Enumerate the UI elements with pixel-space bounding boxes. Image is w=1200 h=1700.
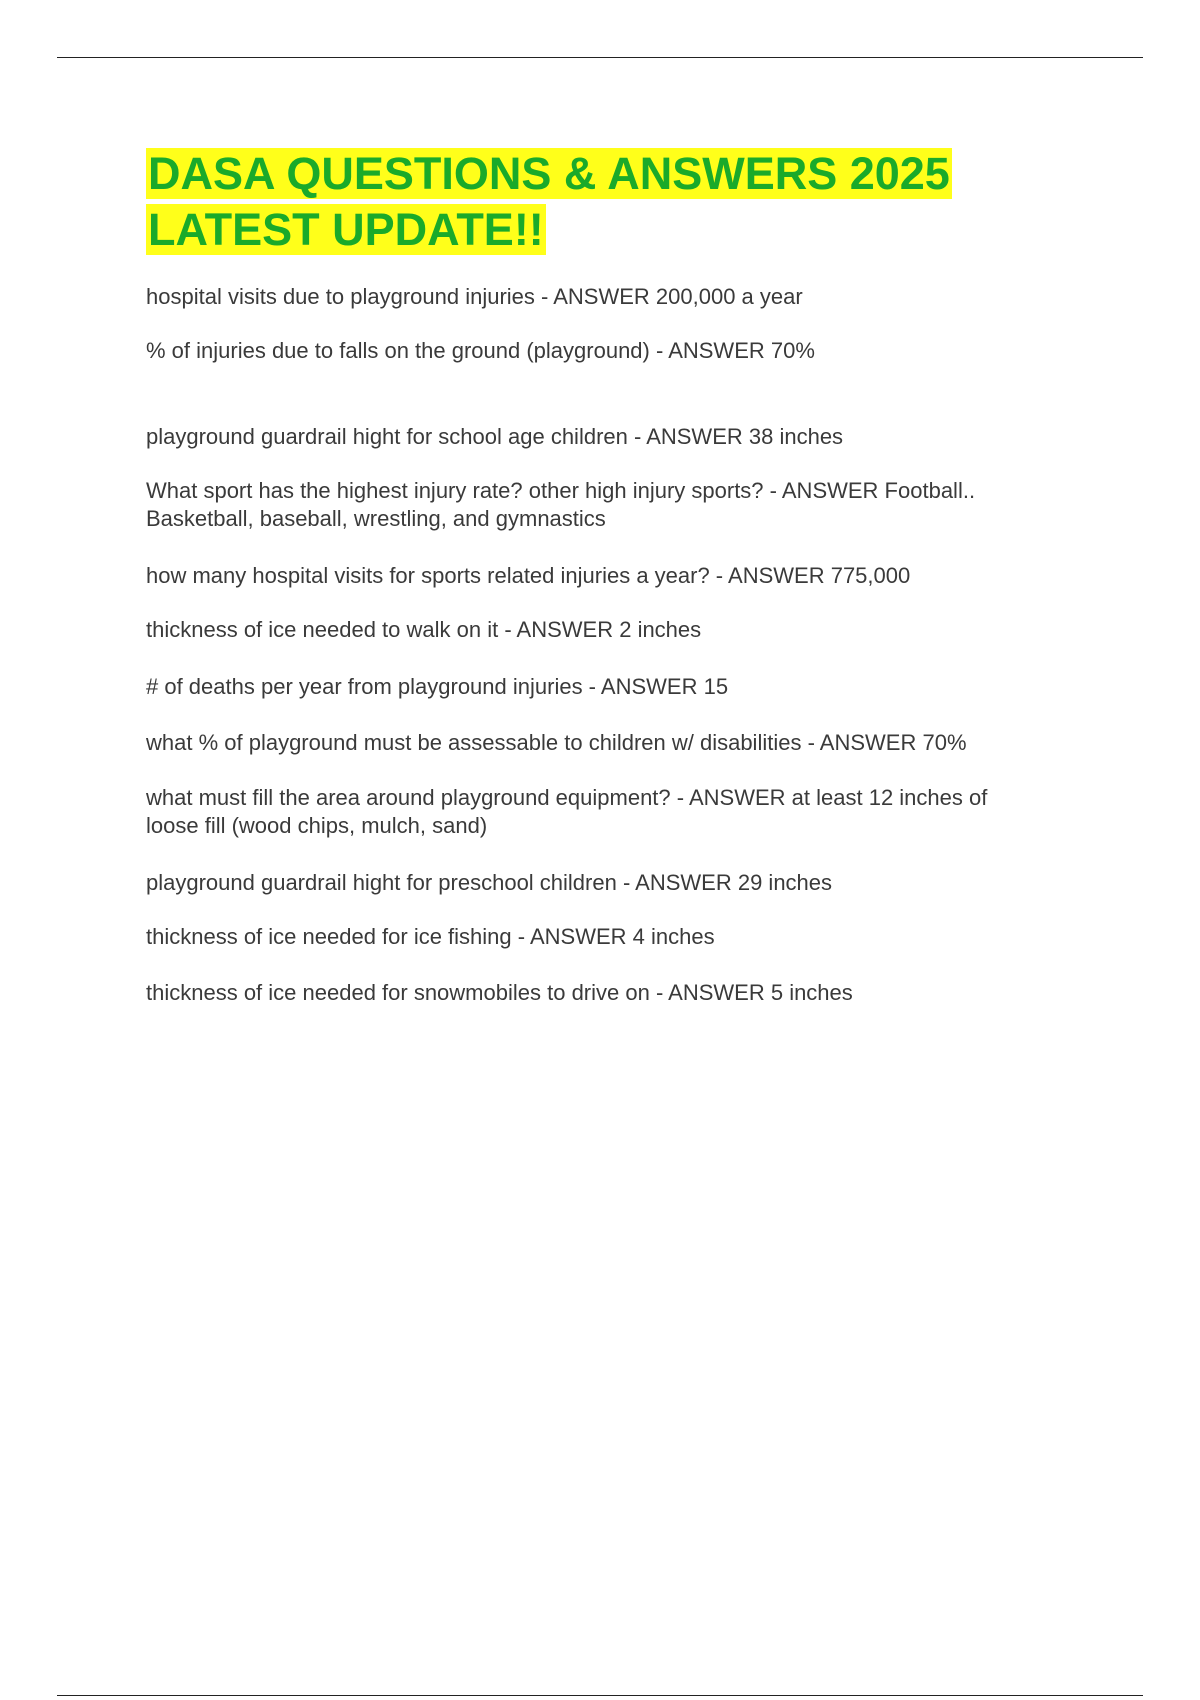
document-title — [146, 146, 1086, 258]
qa-item: what must fill the area around playground equipment? - ANSWER at least 12 inches of loose fill (wood chips, mulch, sand) — [146, 785, 988, 838]
qa-item: playground guardrail hight for preschool children - ANSWER 29 inches — [146, 870, 833, 895]
qa-item: thickness of ice needed for snowmobiles to drive on - ANSWER 5 inches — [146, 980, 853, 1005]
footer-rule — [57, 1695, 1143, 1696]
header-rule — [57, 57, 1143, 58]
title-line-2: LATEST UPDATE!! — [148, 204, 544, 255]
title-line-1: DASA QUESTIONS & ANSWERS 2025 — [148, 148, 950, 199]
qa-item: % of injuries due to falls on the ground (playground) - ANSWER 70% — [146, 338, 815, 363]
qa-item: hospital visits due to playground injuries - ANSWER 200,000 a year — [146, 284, 803, 309]
qa-item: how many hospital visits for sports related injuries a year? - ANSWER 775,000 — [146, 563, 911, 588]
qa-item: playground guardrail hight for school age children - ANSWER 38 inches — [146, 424, 844, 449]
qa-item: # of deaths per year from playground injuries - ANSWER 15 — [146, 674, 729, 699]
qa-item: thickness of ice needed for ice fishing - ANSWER 4 inches — [146, 924, 715, 949]
qa-item: thickness of ice needed to walk on it - ANSWER 2 inches — [146, 617, 702, 642]
qa-item: What sport has the highest injury rate? other high injury sports? - ANSWER Football.. Basketball, baseball, wrestling, and gymnastics — [146, 478, 976, 531]
document-body — [146, 146, 1086, 1005]
qa-item: what % of playground must be assessable to children w/ disabilities - ANSWER 70% — [146, 730, 967, 755]
